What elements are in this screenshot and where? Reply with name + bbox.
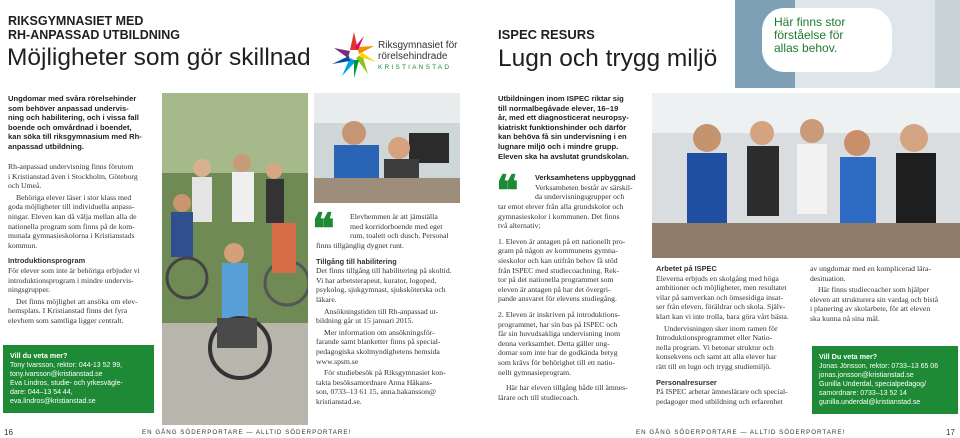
- paragraph: [316, 368, 464, 406]
- paragraph: [8, 162, 160, 191]
- line: som krävs för behörighet till ett natio-: [498, 357, 615, 367]
- line: gram på någon av kommunens gymna-: [498, 246, 618, 256]
- line: nella program. Vi betonar struktur och: [656, 342, 774, 352]
- line: Elevhemmen är att jämställa: [350, 212, 438, 221]
- contact-box-title: Vill Du veta mer?: [819, 352, 878, 361]
- line: pedagogiska skolmyndighetens hemsida: [316, 346, 440, 356]
- line: desituation.: [810, 273, 846, 283]
- right-page-number: 17: [946, 428, 955, 437]
- line: Eleverna erbjuds en skolgång med höga: [656, 273, 779, 283]
- left-kicker: [8, 14, 180, 42]
- line: från ISPEC med studiecoachning. Rek-: [498, 265, 620, 275]
- logo-line2: rörelsehindrade: [378, 51, 448, 62]
- left-col1-body: [8, 162, 160, 328]
- line: För studiebesök på Riksgymnasiet kon-: [324, 368, 446, 378]
- paragraph: [810, 264, 958, 283]
- line: i Kristianstad även i Stockholm, Göteborg: [8, 171, 138, 181]
- students-computer-photo: [314, 93, 460, 203]
- line: tar emot elever från alla grundskolor och: [498, 202, 624, 211]
- subheading-arbetet: Arbetet på ISPEC: [656, 264, 717, 273]
- subheading-introduktionsprogram: Introduktionsprogram: [8, 256, 86, 266]
- paragraph: [8, 193, 160, 251]
- line: kristianstad.se.: [316, 396, 362, 406]
- logo-text: [378, 40, 457, 73]
- spsm-link[interactable]: www.spsm.se: [316, 356, 359, 366]
- line: munala gymnasieskolorna i Kristianstads: [8, 231, 135, 241]
- contact-email-link[interactable]: jonas.jonsson@kristianstad.se: [819, 372, 914, 379]
- line: Vi har arbetsterapeut, kurator, logoped,: [316, 275, 437, 285]
- line: domar som inte har de godkända betyg: [498, 348, 618, 358]
- line: Det finns tillgång till habilitering på skoltid.: [316, 266, 452, 276]
- star-logo-icon: [330, 30, 378, 82]
- line: eleven att strukturera sin vardag och bistå: [810, 294, 939, 304]
- line: introduktionsprogram i mindre undervis-: [8, 275, 134, 285]
- left-col3-body: [316, 241, 464, 409]
- right-col1-body: [498, 202, 650, 404]
- contact-email-link[interactable]: tony.ivarsson@kristianstad.se: [10, 371, 103, 378]
- line: hemsplats. I Kristianstad finns det fyra: [8, 306, 128, 316]
- right-lead: [498, 94, 648, 161]
- paragraph: [316, 266, 464, 304]
- subheading-personalresurser: Personalresurser: [656, 377, 717, 387]
- subheading-habilitering: Tillgång till habilitering: [316, 256, 397, 266]
- lead-line: kiatriskt funktionshinder och därför: [498, 122, 627, 132]
- right-verk-indent: [535, 173, 648, 202]
- line: vilar på samverkan och ömsesidiga insat-: [656, 292, 784, 302]
- quote-mark-icon: ❝: [312, 205, 335, 252]
- line: bildning går ut 15 januari 2015.: [316, 316, 414, 326]
- line: son, 0733–13 61 15, anna.hakansson@: [316, 387, 437, 397]
- contact-line: samordnare: 0733–13 52 14: [819, 390, 907, 397]
- contact-email-link[interactable]: gunilla.underdal@kristianstad.se: [819, 399, 921, 406]
- paragraph: [656, 324, 804, 372]
- lead-line: lugnare miljö och i mindre grupp.: [498, 141, 619, 151]
- right-headline: Lugn och trygg miljö: [498, 45, 718, 72]
- paragraph: [656, 274, 804, 322]
- lead-line: kan söka till riksgymnasium med Rh-: [8, 132, 142, 142]
- line: pedagoger med utbildning och erfarenhet: [656, 396, 783, 406]
- line: Undervisningen sker inom ramen för: [664, 323, 778, 333]
- line: eleven är antagen på har det övergri-: [498, 284, 611, 294]
- contact-line: dare: 044–13 54 44,: [10, 389, 73, 396]
- line: rum, toalett och dusch. Personal: [350, 231, 449, 241]
- line: får sin huvudsakliga undervisning inom: [498, 329, 621, 339]
- paragraph: [316, 241, 464, 251]
- lead-line: boende och omvårdnad i boendet,: [8, 122, 132, 132]
- logo-line1: Riksgymnasiet för: [378, 40, 458, 51]
- line: takta besöksamordnare Anna Håkans-: [316, 377, 433, 387]
- speech-bubble-text: [774, 16, 845, 55]
- line: av ungdomar med en komplicerad lära-: [810, 264, 932, 273]
- line: nationella program som finns på de kom-: [8, 221, 135, 231]
- left-kicker-line2: RH-ANPASSAD UTBILDNING: [8, 28, 180, 42]
- paragraph: [498, 383, 650, 402]
- right-col3-body: [810, 264, 958, 326]
- line: kommun.: [8, 240, 38, 250]
- paragraph: [8, 297, 160, 326]
- left-lead: [8, 94, 158, 152]
- line: ser från eleven, föräldrar och skola. Själv-: [656, 302, 786, 312]
- line: gymnasieskolor i kommunen. Det finns: [498, 211, 620, 221]
- line: nellt gymnasieprogram.: [498, 367, 572, 377]
- lead-line: Utbildningen inom ISPEC riktar sig: [498, 94, 624, 103]
- line: 2. Eleven är inskriven på introduktions-: [498, 309, 621, 319]
- left-footer: EN GÅNG SÖDERPORTARE — ALLTID SÖDERPORTARE!: [142, 429, 352, 436]
- bubble-line: allas behov.: [774, 41, 838, 55]
- line: ska kunna nå sina mål.: [810, 313, 880, 323]
- contact-line: Gunilla Underdal, specialpedagog/: [819, 381, 927, 388]
- bubble-line: förståelse för: [774, 28, 844, 42]
- line: lärare och till studiecoach.: [498, 392, 580, 402]
- line: Mer information om ansökningsför-: [324, 327, 435, 337]
- line: Introduktionsprogrammet eller Natio-: [656, 333, 773, 343]
- line: farande samt blanketter finns på special-: [316, 337, 441, 347]
- bubble-line: Här finns stor: [774, 15, 846, 29]
- logo-line3: KRISTIANSTAD: [378, 64, 452, 71]
- line: ambitioner och möjligheter, men resultatet: [656, 283, 787, 293]
- left-contact-box: [3, 345, 154, 413]
- line: För elever som inte är behöriga erbjuder vi: [8, 265, 140, 275]
- lead-line: som behöver anpassad undervis-: [8, 103, 129, 113]
- left-headline: Möjligheter som gör skillnad: [7, 44, 311, 71]
- contact-line: Jonas Jönsson, rektor: 0733–13 65 06: [819, 363, 939, 370]
- contact-box-title: Vill du veta mer?: [10, 351, 68, 360]
- line: Behöriga elever läser i stor klass med: [16, 192, 132, 202]
- line: da undervisningsgrupper och: [535, 192, 625, 202]
- line: två alternativ;: [498, 221, 541, 231]
- students-wheelchair-photo: [162, 93, 308, 425]
- line: sieskolor och kan utifrån behov få stöd: [498, 255, 618, 265]
- line: konsekvens och samt att alla elever har: [656, 352, 777, 362]
- line: 1. Eleven är antagen på ett nationellt pro-: [498, 236, 626, 246]
- line: i planering av skolarbete, för att eleven: [810, 304, 931, 314]
- line: programmet, har sin bas på ISPEC och: [498, 319, 618, 329]
- paragraph: [498, 237, 650, 304]
- contact-line: Eva Lindros, studie- och yrkesvägle-: [10, 380, 123, 387]
- line: rätt till en lugn och trygg studiemiljö.: [656, 361, 772, 371]
- line: Det finns möjlighet att ansöka om elev-: [16, 296, 138, 306]
- right-contact-box: [812, 346, 958, 414]
- paragraph: [810, 285, 958, 323]
- quote-mark-icon: ❝: [496, 167, 519, 214]
- line: goda möjligheter till individuella anpass-: [8, 202, 135, 212]
- paragraph: [316, 328, 464, 366]
- line: läkare.: [316, 294, 337, 304]
- line: Ansökningstiden till Rh-anpassad ut-: [324, 306, 439, 316]
- right-footer: EN GÅNG SÖDERPORTARE — ALLTID SÖDERPORTARE!: [636, 429, 846, 436]
- lead-line: Eleven ska ha avslutat grundskolan.: [498, 151, 629, 161]
- riksgymnasiet-logo: [330, 30, 470, 82]
- left-kicker-line1: RIKSGYMNASIET MED: [8, 14, 144, 28]
- line: På ISPEC arbetar ämneslärare och special-: [656, 387, 788, 397]
- paragraph: [316, 307, 464, 326]
- contact-line: Tony Ivarsson, rektor: 044-13 52 99,: [10, 362, 123, 369]
- line: pande ansvaret för elevens studiegång.: [498, 294, 617, 304]
- line: med korridorboende med eget: [350, 221, 443, 231]
- line: ningar. Eleven kan då välja mellan alla de: [8, 211, 137, 221]
- line: psykolog, sjukgymnast, sjuksköterska och: [316, 285, 446, 295]
- paragraph: [498, 310, 650, 377]
- left-col3-indent: [350, 212, 462, 241]
- subheading-verksamhet: Verksamhetens uppbyggnad: [535, 173, 636, 182]
- lead-line: ning och habilitering, och i vissa fall: [8, 113, 139, 123]
- speech-bubble: [762, 8, 892, 72]
- lead-line: Ungdomar med svåra rörelsehinder: [8, 94, 137, 103]
- line: elevhem som samtliga ligger centralt.: [8, 315, 124, 325]
- line: ningsgrupper.: [8, 285, 51, 295]
- line: Rh-anpassad undervisning finns förutom: [8, 162, 134, 171]
- lead-line: år, med ett diagnosticerat neuropsy-: [498, 113, 629, 123]
- lead-line: anpassad utbildning.: [8, 141, 84, 151]
- lead-line: till normalbegåvade elever, 16–19: [498, 103, 619, 113]
- left-page-number: 16: [4, 428, 13, 437]
- lead-line: kan behöva få sin undervisning i en: [498, 132, 627, 142]
- right-kicker: ISPEC RESURS: [498, 27, 595, 42]
- right-col2-body: [656, 264, 804, 408]
- line: tor på det nationella programmet som: [498, 275, 614, 285]
- paragraph: [656, 387, 804, 406]
- line: klart kan vi inte trolla, bara göra vårt bästa.: [656, 311, 789, 321]
- paragraph: [8, 266, 160, 295]
- line: denna verksamhet. Detta gäller ung-: [498, 338, 610, 348]
- line: finns tillgänglig dygnet runt.: [316, 241, 404, 250]
- line: och Umeå.: [8, 181, 42, 191]
- line: Här finns studiecoacher som hjälper: [818, 285, 930, 295]
- line: Verksamheten består av särskil-: [535, 182, 633, 192]
- paragraph: [498, 202, 650, 231]
- contact-email-link[interactable]: eva.lindros@kristianstad.se: [10, 398, 96, 405]
- ispec-students-photo: [652, 93, 960, 258]
- line: Här har eleven tillgång både till ämnes-: [506, 383, 628, 393]
